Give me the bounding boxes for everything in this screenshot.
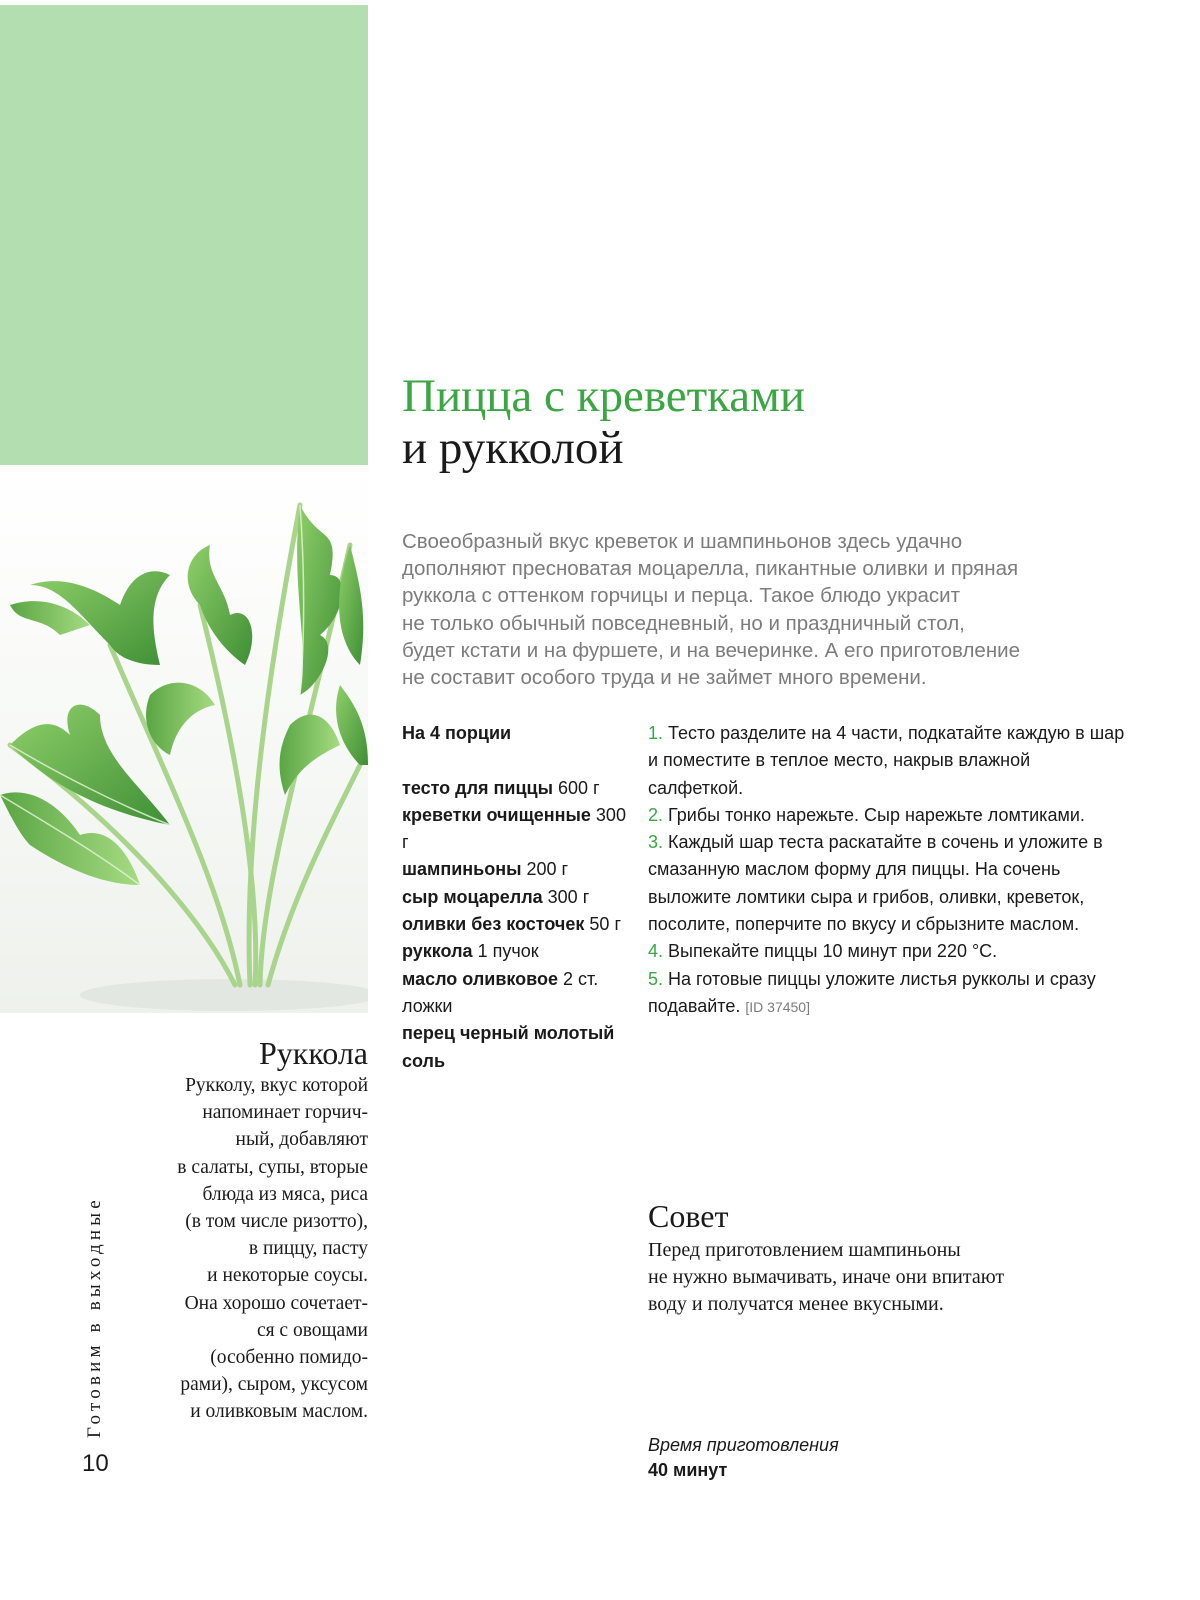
intro-line: не составит особого труда и не займет много времени. [402, 666, 927, 690]
ingredient-qty: 50 г [589, 914, 622, 935]
cooking-time-label: Время приготовления [648, 1435, 839, 1455]
ingredient-qty: 2 ст. ложки [402, 968, 599, 1016]
sidebar-line: ный, добавляют [235, 1129, 368, 1151]
ingredient-name: руккола [402, 941, 473, 962]
ingredient-item [402, 966, 632, 1021]
ingredient-item [402, 1020, 632, 1047]
ingredient-item [402, 775, 632, 802]
sidebar-line: Она хорошо сочетает- [184, 1292, 368, 1314]
ingredient-qty: 300 г [547, 886, 590, 907]
ingredient-name: сыр моцарелла [402, 886, 543, 907]
intro-line: Своеобразный вкус креветок и шампиньонов здесь удачно [402, 530, 963, 553]
step-item [648, 802, 1128, 829]
decorative-green-block [0, 5, 368, 465]
ingredient-name: тесто для пиццы [402, 777, 553, 798]
cooking-time-value: 40 минут [648, 1460, 728, 1480]
step-number: 5. [648, 968, 664, 989]
sidebar-line: в салаты, супы, вторые [177, 1156, 368, 1178]
recipe-title-line2: и рукколой [402, 422, 624, 474]
ingredient-qty: 1 пучок [477, 941, 539, 962]
ingredient-name: соль [402, 1050, 446, 1071]
ingredient-item [402, 911, 632, 938]
step-text: Выпекайте пиццы 10 минут при 220 °С. [668, 941, 998, 962]
ingredient-name: масло оливковое [402, 968, 559, 989]
ingredient-item [402, 802, 632, 857]
step-text: Грибы тонко нарежьте. Сыр нарежьте ломтиками. [668, 804, 1085, 825]
step-number: 3. [648, 832, 664, 853]
ingredient-item [402, 1048, 632, 1075]
recipe-id: [ID 37450] [745, 998, 810, 1015]
intro-line: руккола с оттенком горчицы и перца. Такое блюдо украсит [402, 584, 960, 608]
ingredient-name: креветки очищенные [402, 804, 591, 825]
intro-line: не только обычный повседневный, но и праздничный стол, [402, 611, 965, 635]
tip-line: воду и получатся менее вкусными. [648, 1293, 944, 1316]
intro-line: будет кстати и на фуршете, и на вечеринке. А его приготовление [402, 638, 1020, 662]
sidebar-title: Руккола [258, 1035, 368, 1071]
step-item [648, 720, 1128, 802]
ingredient-item [402, 856, 632, 883]
step-text: На готовые пиццы уложите листья рукколы и сразу подавайте. [648, 968, 1096, 1016]
step-item [648, 966, 1128, 1022]
step-item [648, 938, 1128, 965]
tip-line: Перед приготовлением шампиньоны [648, 1239, 961, 1261]
section-label-text: Готовим в выходные [84, 1196, 105, 1438]
ingredient-name: шампиньоны [402, 859, 522, 880]
ingredients-list [402, 720, 632, 1075]
tip-title: Совет [648, 1198, 729, 1234]
recipe-intro [402, 528, 1122, 691]
sidebar-line: и оливковым маслом. [190, 1401, 368, 1423]
page-number: 10 [82, 1450, 109, 1477]
sidebar-line: ся с овощами [256, 1319, 368, 1341]
sidebar-line: блюда из мяса, риса [202, 1183, 368, 1205]
recipe-steps [648, 720, 1128, 1021]
sidebar-line: напоминает горчич- [202, 1102, 368, 1124]
step-number: 4. [648, 941, 664, 962]
ingredient-name: оливки без косточек [402, 914, 585, 935]
arugula-photo [0, 465, 368, 1013]
step-text: Тесто разделите на 4 части, подкатайте каждую в шар и поместите в теплое место, накрыв влажной салфеткой. [648, 723, 1125, 798]
sidebar-text [118, 1072, 368, 1426]
step-item [648, 829, 1128, 938]
ingredient-qty: 600 г [558, 777, 600, 798]
tip-line: не нужно вымачивать, иначе они впитают [648, 1266, 1005, 1289]
tip-text [648, 1237, 1108, 1319]
step-number: 1. [648, 723, 664, 743]
sidebar-line: (особенно помидо- [210, 1347, 368, 1369]
ingredient-item [402, 884, 632, 911]
recipe-title [402, 370, 805, 474]
sidebar-line: в пиццу, пасту [248, 1238, 368, 1260]
step-text: Каждый шар теста раскатайте в сочень и уложите в смазанную маслом форму для пиццы. На сочень выложите ломтики сыра и грибов, оливки, креветок, посолите, поперчите по вкусу и сбрызните маслом. [648, 832, 1103, 935]
intro-line: дополняют пресноватая моцарелла, пикантные оливки и пряная [402, 557, 1019, 581]
step-number: 2. [648, 804, 664, 825]
sidebar-line: рами), сыром, уксусом [180, 1374, 368, 1396]
sidebar-line: и некоторые соусы. [207, 1265, 368, 1287]
ingredient-qty: 200 г [526, 859, 569, 880]
sidebar-line: (в том числе ризотто), [185, 1211, 368, 1233]
sidebar-line: Рукколу, вкус которой [185, 1075, 368, 1096]
recipe-title-line1: Пицца с креветками [402, 370, 806, 422]
ingredient-qty: 300 г [402, 804, 626, 853]
ingredient-item [402, 938, 632, 965]
servings: На 4 порции [402, 723, 512, 743]
ingredient-name: перец черный молотый [402, 1023, 615, 1044]
